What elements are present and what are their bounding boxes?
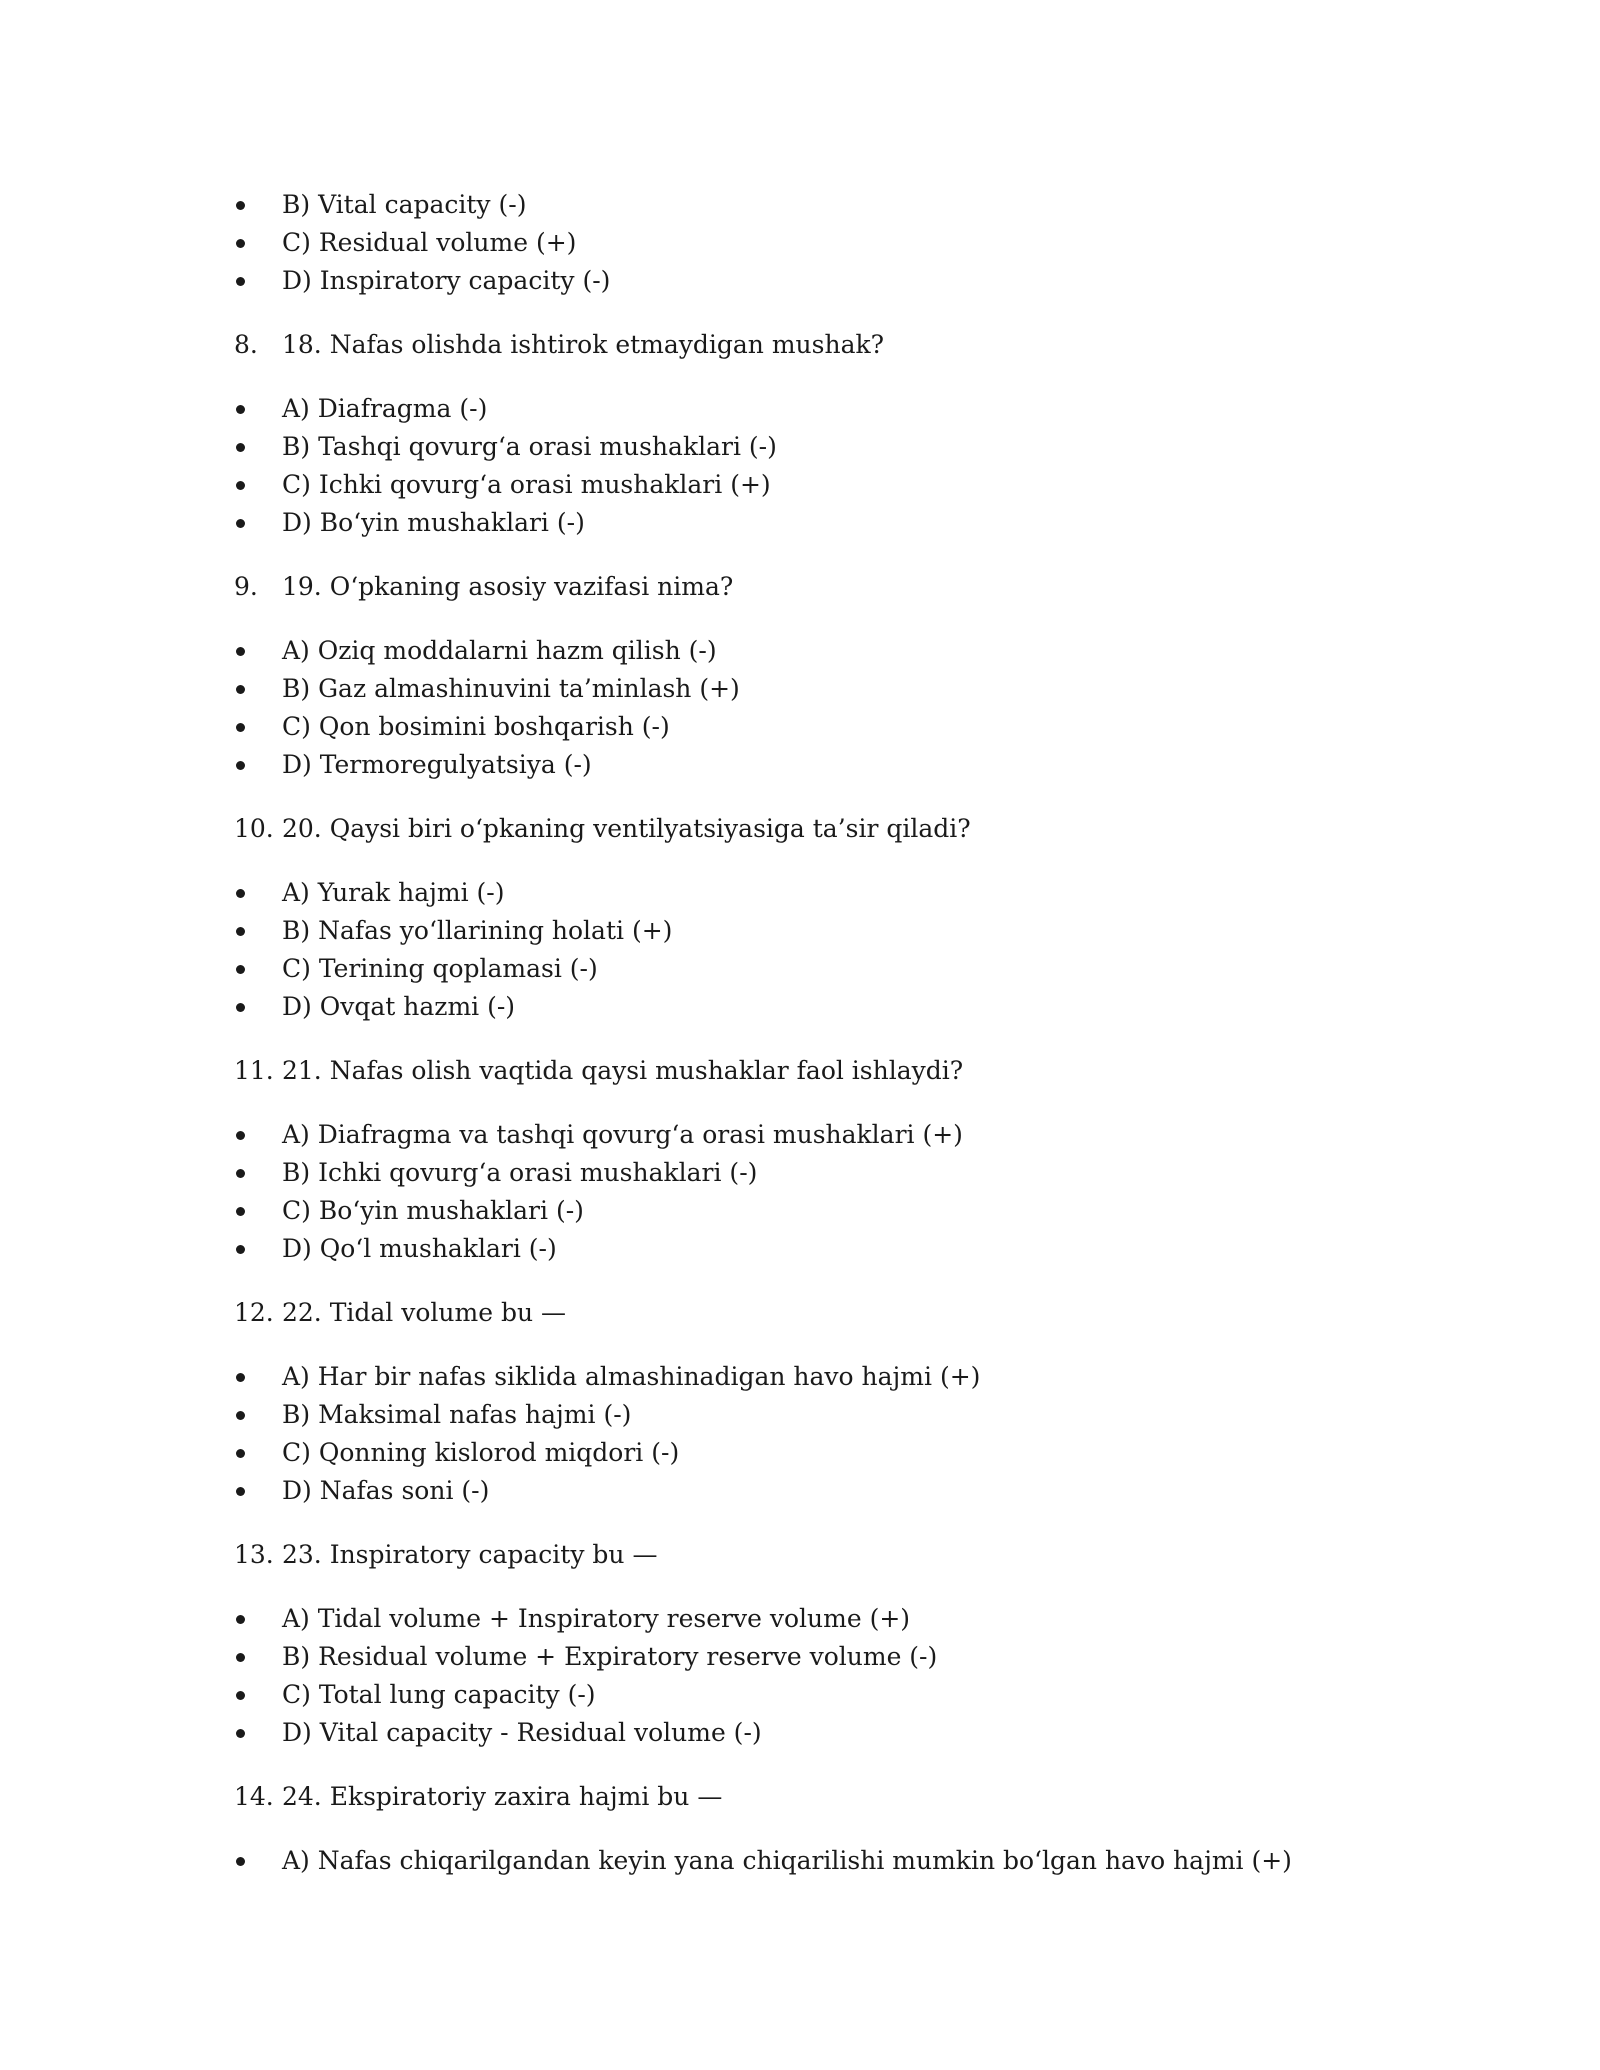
list-item: [232, 1434, 1412, 1472]
list-item: [232, 390, 1412, 428]
option-text: D) Termoregulyatsiya (-): [282, 750, 592, 779]
question-heading: [232, 1536, 1412, 1574]
list-item: [232, 224, 1412, 262]
option-text: D) Inspiratory capacity (-): [282, 266, 611, 295]
question-number: 12.: [234, 1298, 274, 1327]
option-text: A) Yurak hajmi (-): [282, 878, 505, 907]
list-item: [232, 1600, 1412, 1638]
question-heading: [232, 326, 1412, 364]
question-number: 14.: [234, 1782, 274, 1811]
bullet-icon: [236, 1487, 245, 1496]
bullet-icon: [236, 1245, 245, 1254]
bullet-icon: [236, 1003, 245, 1012]
question-text: 18. Nafas olishda ishtirok etmaydigan mushak?: [282, 330, 885, 359]
list-item: [232, 1714, 1412, 1752]
list-item: [232, 670, 1412, 708]
option-text: C) Ichki qovurg‘a orasi mushaklari (+): [282, 470, 771, 499]
option-text: B) Vital capacity (-): [282, 190, 527, 219]
bullet-icon: [236, 1169, 245, 1178]
question-heading: [232, 810, 1412, 848]
list-item: [232, 1230, 1412, 1268]
bullet-icon: [236, 201, 245, 210]
bullet-icon: [236, 1857, 245, 1866]
option-text: B) Tashqi qovurg‘a orasi mushaklari (-): [282, 432, 777, 461]
question-text: 23. Inspiratory capacity bu —: [282, 1540, 658, 1569]
option-text: A) Diafragma (-): [282, 394, 488, 423]
question-number: 10.: [234, 814, 274, 843]
bullet-icon: [236, 239, 245, 248]
bullet-icon: [236, 1411, 245, 1420]
option-text: A) Har bir nafas siklida almashinadigan havo hajmi (+): [282, 1362, 981, 1391]
list-item: [232, 988, 1412, 1026]
quiz-content: [232, 186, 1412, 1880]
bullet-icon: [236, 647, 245, 656]
question-text: 24. Ekspiratoriy zaxira hajmi bu —: [282, 1782, 723, 1811]
bullet-icon: [236, 761, 245, 770]
option-text: C) Terining qoplamasi (-): [282, 954, 598, 983]
list-item: [232, 1358, 1412, 1396]
option-text: A) Oziq moddalarni hazm qilish (-): [282, 636, 717, 665]
bullet-icon: [236, 1615, 245, 1624]
list-item: [232, 262, 1412, 300]
bullet-icon: [236, 1373, 245, 1382]
question-heading: [232, 568, 1412, 606]
bullet-icon: [236, 1131, 245, 1140]
bullet-icon: [236, 685, 245, 694]
bullet-icon: [236, 443, 245, 452]
option-text: D) Ovqat hazmi (-): [282, 992, 516, 1021]
question-text: 19. O‘pkaning asosiy vazifasi nima?: [282, 572, 734, 601]
option-text: B) Ichki qovurg‘a orasi mushaklari (-): [282, 1158, 758, 1187]
bullet-icon: [236, 1653, 245, 1662]
option-text: B) Nafas yo‘llarining holati (+): [282, 916, 673, 945]
question-text: 21. Nafas olish vaqtida qaysi mushaklar faol ishlaydi?: [282, 1056, 964, 1085]
bullet-icon: [236, 1207, 245, 1216]
list-item: [232, 1472, 1412, 1510]
bullet-icon: [236, 519, 245, 528]
list-item: [232, 466, 1412, 504]
list-item: [232, 1638, 1412, 1676]
bullet-icon: [236, 723, 245, 732]
question-number: 8.: [234, 330, 258, 359]
list-item: [232, 1676, 1412, 1714]
bullet-icon: [236, 405, 245, 414]
list-item: [232, 1154, 1412, 1192]
option-text: D) Nafas soni (-): [282, 1476, 490, 1505]
bullet-icon: [236, 1729, 245, 1738]
list-item: [232, 912, 1412, 950]
question-text: 20. Qaysi biri o‘pkaning ventilyatsiyasiga ta’sir qiladi?: [282, 814, 971, 843]
list-item: [232, 1192, 1412, 1230]
option-text: B) Maksimal nafas hajmi (-): [282, 1400, 632, 1429]
option-text: A) Diafragma va tashqi qovurg‘a orasi mushaklari (+): [282, 1120, 963, 1149]
question-number: 13.: [234, 1540, 274, 1569]
option-text: C) Qon bosimini boshqarish (-): [282, 712, 670, 741]
bullet-icon: [236, 889, 245, 898]
question-text: 22. Tidal volume bu —: [282, 1298, 566, 1327]
list-item: [232, 746, 1412, 784]
question-heading: [232, 1052, 1412, 1090]
option-text: B) Residual volume + Expiratory reserve volume (-): [282, 1642, 938, 1671]
option-text: C) Bo‘yin mushaklari (-): [282, 1196, 584, 1225]
list-item: [232, 186, 1412, 224]
option-text: D) Bo‘yin mushaklari (-): [282, 508, 585, 537]
option-text: A) Nafas chiqarilgandan keyin yana chiqarilishi mumkin bo‘lgan havo hajmi (+): [282, 1846, 1292, 1875]
option-text: C) Total lung capacity (-): [282, 1680, 596, 1709]
list-item: [232, 632, 1412, 670]
bullet-icon: [236, 1449, 245, 1458]
list-item: [232, 428, 1412, 466]
list-item: [232, 1842, 1412, 1880]
question-number: 11.: [234, 1056, 274, 1085]
list-item: [232, 874, 1412, 912]
question-heading: [232, 1294, 1412, 1332]
question-number: 9.: [234, 572, 258, 601]
option-text: D) Qo‘l mushaklari (-): [282, 1234, 557, 1263]
option-text: B) Gaz almashinuvini ta’minlash (+): [282, 674, 740, 703]
list-item: [232, 708, 1412, 746]
bullet-icon: [236, 481, 245, 490]
bullet-icon: [236, 277, 245, 286]
bullet-icon: [236, 927, 245, 936]
list-item: [232, 1396, 1412, 1434]
list-item: [232, 1116, 1412, 1154]
option-text: C) Qonning kislorod miqdori (-): [282, 1438, 680, 1467]
option-text: D) Vital capacity - Residual volume (-): [282, 1718, 762, 1747]
bullet-icon: [236, 1691, 245, 1700]
option-text: C) Residual volume (+): [282, 228, 577, 257]
option-text: A) Tidal volume + Inspiratory reserve volume (+): [282, 1604, 911, 1633]
list-item: [232, 950, 1412, 988]
list-item: [232, 504, 1412, 542]
bullet-icon: [236, 965, 245, 974]
question-heading: [232, 1778, 1412, 1816]
